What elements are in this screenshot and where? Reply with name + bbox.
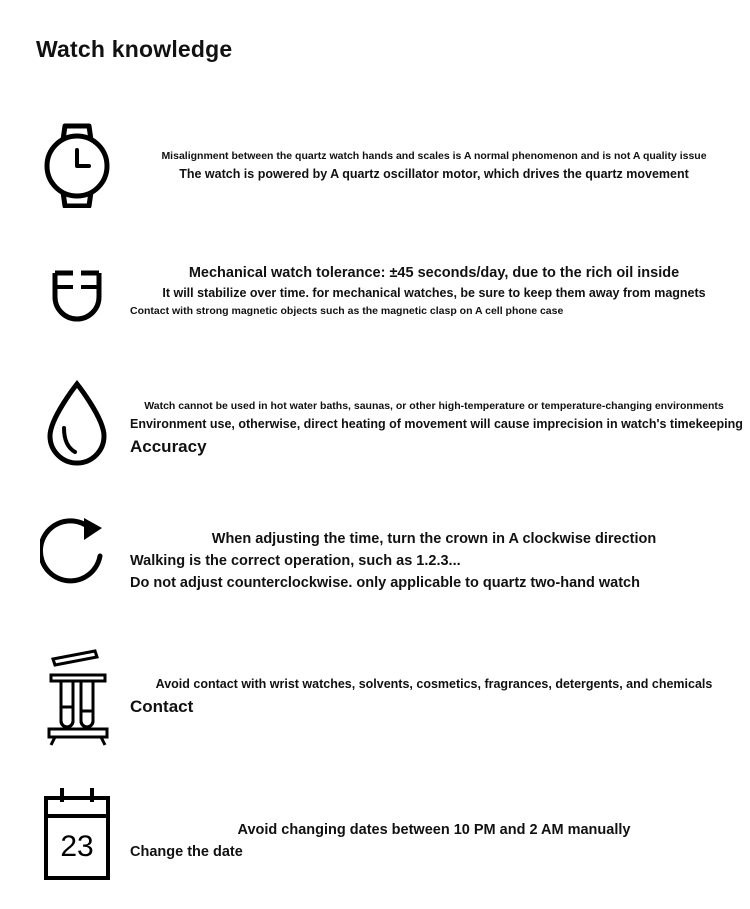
text-line: When adjusting the time, turn the crown in A clockwise direction [211, 531, 657, 547]
section-text-block [130, 675, 738, 720]
section-quartz-movement [0, 112, 750, 222]
section-text-block [130, 148, 738, 184]
section-water-temperature [0, 378, 750, 488]
text-line: Avoid contact with wrist watches, solvents, cosmetics, fragrances, detergents, and chemicals [155, 677, 713, 691]
text-line: It will stabilize over time. for mechanical watches, be sure to keep them away from magnets [162, 286, 706, 300]
text-line: Environment use, otherwise, direct heating of movement will cause imprecision in watch's timekeeping [130, 417, 743, 431]
watch-icon [34, 112, 120, 212]
section-magnetism [0, 248, 750, 358]
text-line: The watch is powered by A quartz oscillator motor, which drives the quartz movement [179, 167, 689, 181]
text-line: Accuracy [130, 437, 207, 456]
section-crown-adjustment [0, 512, 750, 622]
section-text-block [130, 262, 738, 320]
text-line: Contact with strong magnetic objects such as the magnetic clasp on A cell phone case [130, 305, 564, 317]
text-line: Contact [130, 697, 194, 716]
section-text-block [130, 528, 738, 594]
section-date-change [0, 785, 750, 895]
text-line: Misalignment between the quartz watch hands and scales is A normal phenomenon and is not A quality issue [161, 150, 707, 162]
section-text-block [130, 819, 738, 863]
text-line: Avoid changing dates between 10 PM and 2 AM manually [237, 822, 631, 838]
calendar-icon [34, 785, 120, 885]
test-tubes-icon [34, 645, 120, 750]
section-text-block [130, 398, 743, 460]
page-title: Watch knowledge [36, 36, 233, 62]
calendar-day-number: 23 [60, 830, 94, 863]
text-line: Walking is the correct operation, such as 1.2.3... [130, 553, 461, 569]
text-line: Do not adjust counterclockwise. only applicable to quartz two-hand watch [130, 575, 640, 591]
water-drop-icon [34, 378, 120, 468]
text-line: Watch cannot be used in hot water baths, saunas, or other high-temperature or temperature-changing environments [144, 400, 724, 412]
text-line: Mechanical watch tolerance: ±45 seconds/day, due to the rich oil inside [188, 265, 680, 281]
clockwise-arrow-icon [34, 512, 120, 602]
text-line: Change the date [130, 844, 243, 860]
section-chemical-contact [0, 645, 750, 755]
magnet-icon [34, 248, 120, 338]
